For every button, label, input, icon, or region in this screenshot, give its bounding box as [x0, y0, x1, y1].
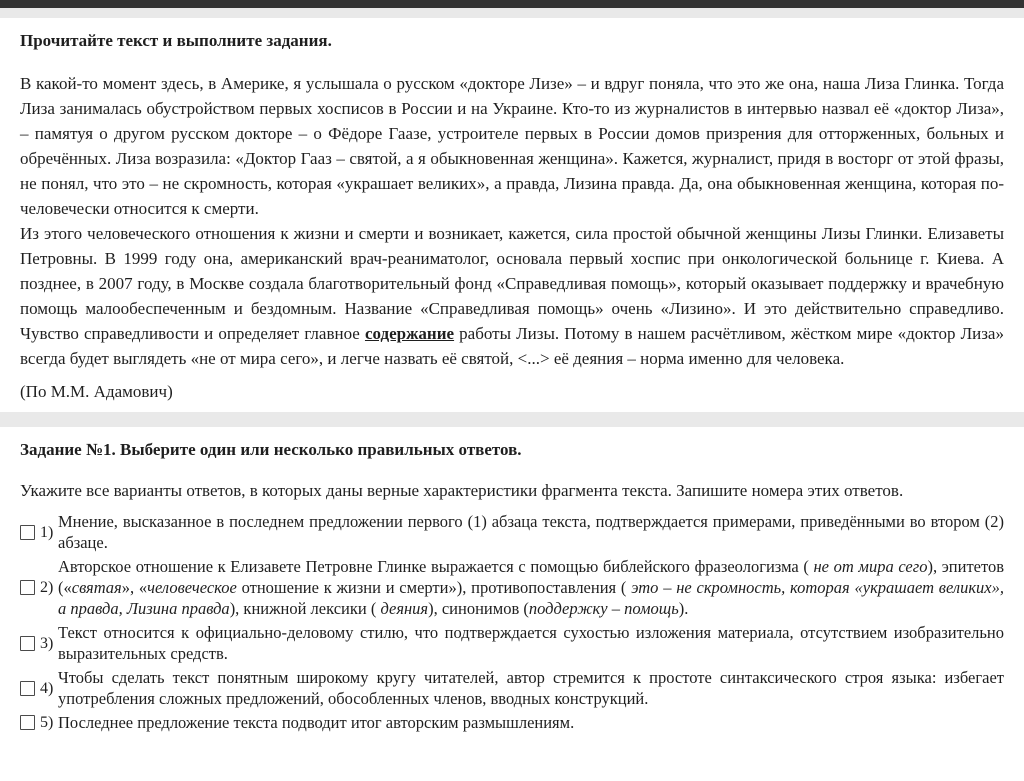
- option-checkbox-5[interactable]: [20, 715, 35, 730]
- task-instruction: Укажите все варианты ответов, в которых даны верные характеристики фрагмента текста. Запишите номера этих ответов.: [20, 481, 904, 500]
- options-list: [20, 511, 1004, 733]
- reading-paragraph-2: Из этого человеческого отношения к жизни и смерти и возникает, кажется, сила простой обычной женщины Лизы Глинки. Елизаветы Петровны. В 1999 году она, американский врач-реаниматолог, основала первый хоспис при онкологической больнице г. Киева. А позднее, в 2007 году, в Москве создала благотворительный фонд «Справедливая помощь», который оказывает поддержку и врачебную помощь малообеспеченным и бездомным. Название «Справедливая помощь» очень «Лизино». И это действительно справедливо. Чувство справедливости и определяет главное содержание работы Лизы. Потому в нашем расчётливом, жёстком мире «доктор Лиза» всегда будет выглядеть «не от мира сего», и легче назвать её святой, <...> её деяния – норма именно для человека.: [20, 224, 1004, 368]
- text-attribution: (По М.М. Адамович): [20, 382, 173, 401]
- option-number: 4): [40, 679, 54, 697]
- option-checkbox-2[interactable]: [20, 580, 35, 595]
- reading-text-title: Прочитайте текст и выполните задания.: [20, 31, 332, 50]
- top-border: [0, 0, 1024, 8]
- option-number: 3): [40, 634, 54, 652]
- task-panel: [0, 427, 1024, 741]
- reading-text-panel: [0, 18, 1024, 412]
- option-marker: [20, 712, 58, 733]
- option-text: Текст относится к официально-деловому стилю, что подтверждается сухостью изложения материала, отсутствием изобразительно выразительных средств.: [58, 623, 1004, 663]
- option-row: [20, 622, 1004, 664]
- option-text: Чтобы сделать текст понятным широкому кругу читателей, автор стремится к простоте синтаксического строя языка: избегает употребления сложных предложений, обособленных членов, вводных конструкций.: [58, 668, 1004, 708]
- option-checkbox-4[interactable]: [20, 681, 35, 696]
- option-row: [20, 667, 1004, 709]
- reading-paragraph-1: В какой-то момент здесь, в Америке, я услышала о русском «докторе Лизе» – и вдруг поняла, что это же она, наша Лиза Глинка. Тогда Лиза занималась обустройством первых хосписов в России и на Украине. Кто-то из журналистов в интервью назвал её «доктор Лиза», – памятуя о другом русском докторе – о Фёдоре Гаазе, устроителе первых в России домов призрения для отторженных, больных и обречённых. Лиза возразила: «Доктор Гааз – святой, а я обыкновенная женщина». Кажется, журналист, придя в восторг от этой фразы, не понял, что это – не скромность, которая «украшает великих», а правда, Лизина правда. Да, она обыкновенная женщина, которая по-человечески относится к смерти.: [20, 74, 1004, 218]
- option-marker: [20, 678, 58, 699]
- option-row: [20, 556, 1004, 619]
- option-number: 2): [40, 579, 54, 596]
- option-marker: [20, 633, 58, 654]
- option-text: Мнение, высказанное в последнем предложении первого (1) абзаца текста, подтверждается примерами, приведёнными во втором (2) абзаце.: [58, 512, 1004, 552]
- task-title: Задание №1. Выберите один или несколько правильных ответов.: [20, 440, 522, 459]
- option-checkbox-3[interactable]: [20, 636, 35, 651]
- option-text: Авторское отношение к Елизавете Петровне Глинке выражается с помощью библейского фразеологизма ( не от мира сего), эпитетов («святая», «человеческое отношение к жизни и смерти»), противопоставления ( это – не скромность, которая «украшает великих», а правда, Лизина правда), книжной лексики ( деяния), синонимов (поддержку – помощь).: [58, 557, 1005, 618]
- option-row: [20, 511, 1004, 553]
- option-marker: [20, 577, 58, 598]
- option-checkbox-1[interactable]: [20, 525, 35, 540]
- option-number: 1): [40, 523, 54, 541]
- option-text: Последнее предложение текста подводит итог авторским размышлениям.: [58, 713, 575, 732]
- option-marker: [20, 522, 58, 543]
- page-background-gap: [0, 8, 1024, 18]
- option-number: 5): [40, 714, 54, 731]
- option-row: [20, 712, 1004, 733]
- panel-divider: [0, 412, 1024, 427]
